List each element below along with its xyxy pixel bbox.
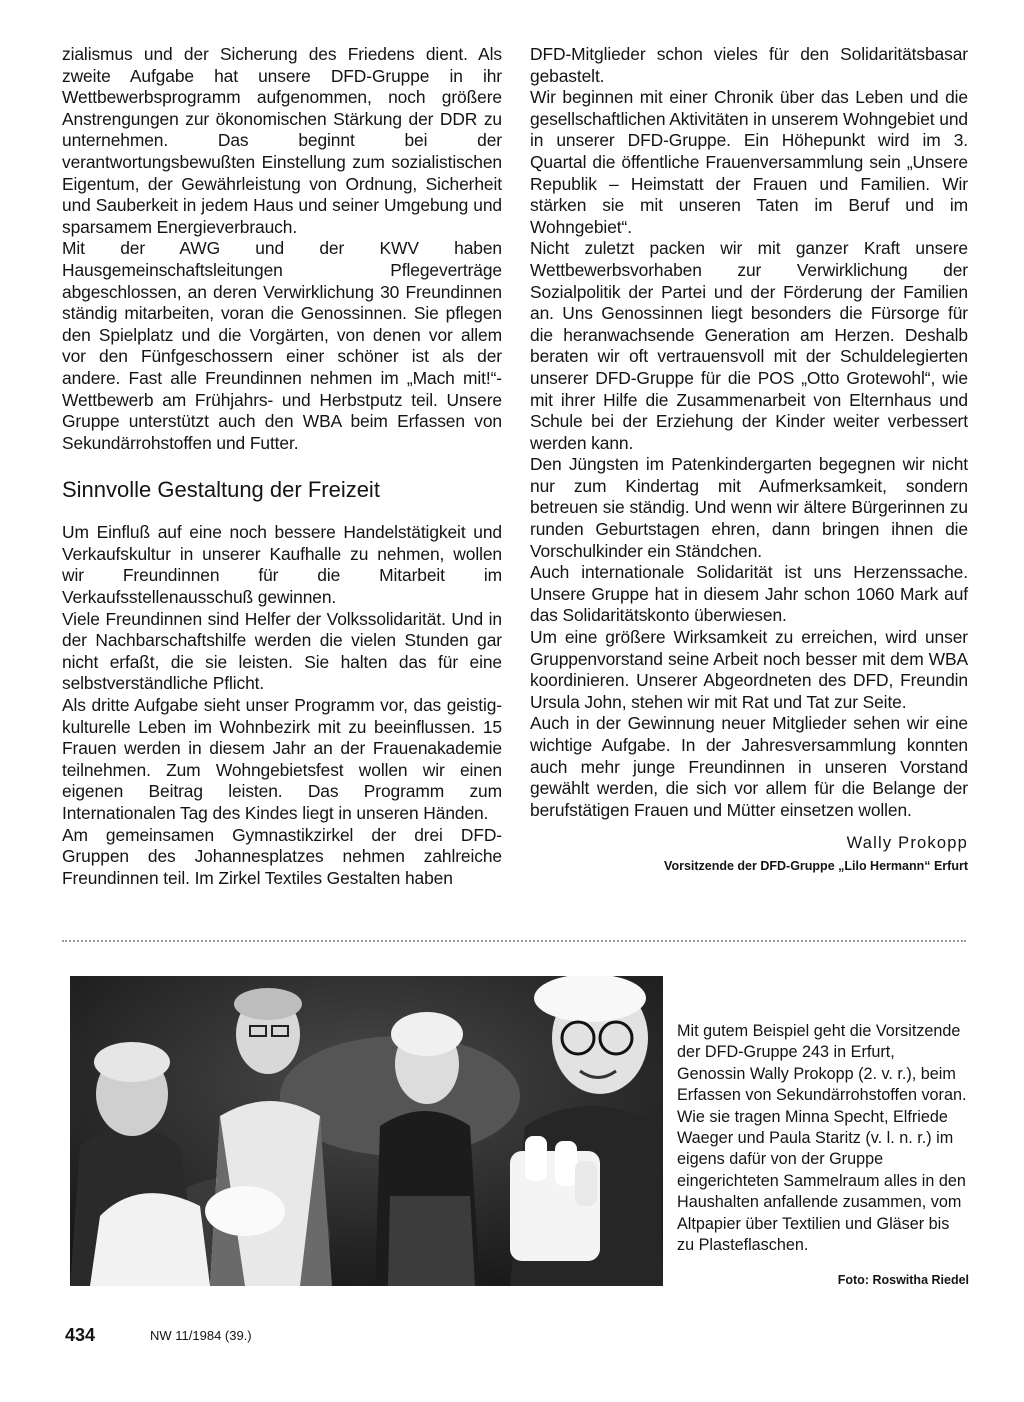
paragraph: Am gemeinsamen Gymnastikzirkel der drei DFD-Gruppen des Johannesplatzes nehmen zahlreiche Freundinnen teil. Im Zirkel Textiles Gestalten haben (62, 824, 502, 888)
paragraph: Auch in der Gewinnung neuer Mitglieder sehen wir eine wichtige Aufgabe. In der Jahresversammlung konnten auch mehr junge Freundinnen in unseren Vorstand gewählt werden, die sich vor allem für die Belange der berufstätigen Frauen und Mütter einsetzen wollen. (530, 713, 968, 820)
paragraph: Um Einfluß auf eine noch bessere Handelstätigkeit und Verkaufskultur in unserer Kaufhalle zu nehmen, wollen wir Freundinnen für die Mitarbeit im Verkaufsstellenausschuß gewinnen. (62, 522, 502, 608)
paragraph: Viele Freundinnen sind Helfer der Volkssolidarität. Und in der Nachbarschaftshilfe werden die vielen Stunden gar nicht erfaßt, die sie leisten. Sie halten das für eine selbstverständliche Pflicht. (62, 608, 502, 694)
paragraph: Mit der AWG und der KWV haben Hausgemeinschaftsleitungen Pflegeverträge abgeschlossen, an deren Verwirklichung 30 Freundinnen ständig mitarbeiten, voran die Genossinnen. Sie pflegen den Spielplatz und die Vorgärten, von denen vor allem vor den Fünfgeschossern einer schöner ist als der andere. Fast alle Freundinnen nehmen im „Mach mit!“-Wettbewerb am Frühjahrs- und Herbstputz teil. Unsere Gruppe unterstützt auch den WBA beim Erfassen von Sekundärrohstoffen und Futter. (62, 238, 502, 453)
page-number: 434 (65, 1325, 96, 1345)
photo-credit: Foto: Roswitha Riedel (837, 1273, 969, 1287)
section-divider (62, 940, 966, 942)
photo-caption: Mit gutem Beispiel geht die Vorsitzende der DFD-Gruppe 243 in Erfurt, Genossin Wally Prokopp (2. v. r.), beim Erfassen von Sekundärrohstoffen voran. Wie sie tragen Minna Specht, Elfriede Waeger und Paula Staritz (v. l. n. r.) im eigens dafür von der Gruppe eingerichteten Sammelraum alles in den Haushalten anfallende zusammen, vom Altpapier über Textilien und Gläser bis zu Plasteflaschen. (677, 1022, 967, 1255)
paragraph: Auch internationale Solidarität ist uns Herzenssache. Unsere Gruppe hat in diesem Jahr schon 1060 Mark auf das Solidaritätskonto überwiesen. (530, 562, 968, 626)
photo-image (70, 976, 663, 1286)
issue-reference: NW 11/1984 (39.) (150, 1328, 252, 1343)
photo (70, 976, 663, 1286)
author-role: Vorsitzende der DFD-Gruppe „Lilo Hermann“ Erfurt (664, 858, 968, 873)
author-name: Wally Prokopp (846, 834, 968, 853)
paragraph: Nicht zuletzt packen wir mit ganzer Kraft unsere Wettbewerbsvorhaben zur Verwirklichung der Sozialpolitik der Partei und der Förderung der Familien an. Uns Genossinnen liegt besonders die Fürsorge für die heranwachsende Generation am Herzen. Deshalb beraten wir oft vertrauensvoll mit der Schuldelegierten unserer DFD-Gruppe für die POS „Otto Grotewohl“, wie mit ihrer Hilfe die Zusammenarbeit von Elternhaus und Schule bei der Erziehung der Kinder weiter verbessert werden kann. (530, 238, 968, 453)
paragraph: Den Jüngsten im Patenkindergarten begegnen wir nicht nur zum Kindertag mit Aufmerksamkeit, sondern betreuen sie ständig. Und wenn wir ältere Bürgerinnen zu runden Geburtstagen ehren, dann bringen ihnen die Vorschulkinder ein Ständchen. (530, 454, 968, 561)
paragraph: DFD-Mitglieder schon vieles für den Solidaritätsbasar gebastelt. (530, 44, 968, 86)
article-right-column (530, 44, 968, 875)
paragraph: Als dritte Aufgabe sieht unser Programm vor, das geistig-kulturelle Leben im Wohnbezirk mit zu beeinflussen. 15 Frauen werden in diesem Jahr an der Frauenakademie teilnehmen. Zum Wohngebietsfest wollen wir einen eigenen Beitrag leisten. Das Programm zum Internationalen Tag des Kindes liegt in unseren Händen. (62, 695, 502, 823)
paragraph: zialismus und der Sicherung des Friedens dient. Als zweite Aufgabe hat unsere DFD-Gruppe in ihr Wettbewerbsprogramm aufgenommen, noch größere Anstrengungen zur ökonomischen Stärkung der DDR zu unternehmen. Das beginnt bei der verantwortungsbewußten Einstellung zum sozialistischen Eigentum, der Gewährleistung von Ordnung, Sicherheit und Sauberkeit in jedem Haus und seiner Umgebung und sparsamem Energieverbrauch. (62, 44, 502, 237)
section-heading: Sinnvolle Gestaltung der Freizeit (62, 477, 380, 503)
paragraph: Wir beginnen mit einer Chronik über das Leben und die gesellschaftlichen Aktivitäten in unserem Wohngebiet und in unserer DFD-Gruppe. Ein Höhepunkt wird im 3. Quartal die öffentliche Frauenversammlung sein „Unsere Republik – Heimstatt der Frauen und Familien. Wir stärken sie mit unseren Taten im Beruf und im Wohngebiet“. (530, 87, 968, 237)
article-left-column (62, 44, 502, 889)
paragraph: Um eine größere Wirksamkeit zu erreichen, wird unser Gruppenvorstand seine Arbeit noch besser mit dem WBA koordinieren. Unserer Abgeordneten des DFD, Freundin Ursula John, stehen wir mit Rat und Tat zur Seite. (530, 627, 968, 712)
